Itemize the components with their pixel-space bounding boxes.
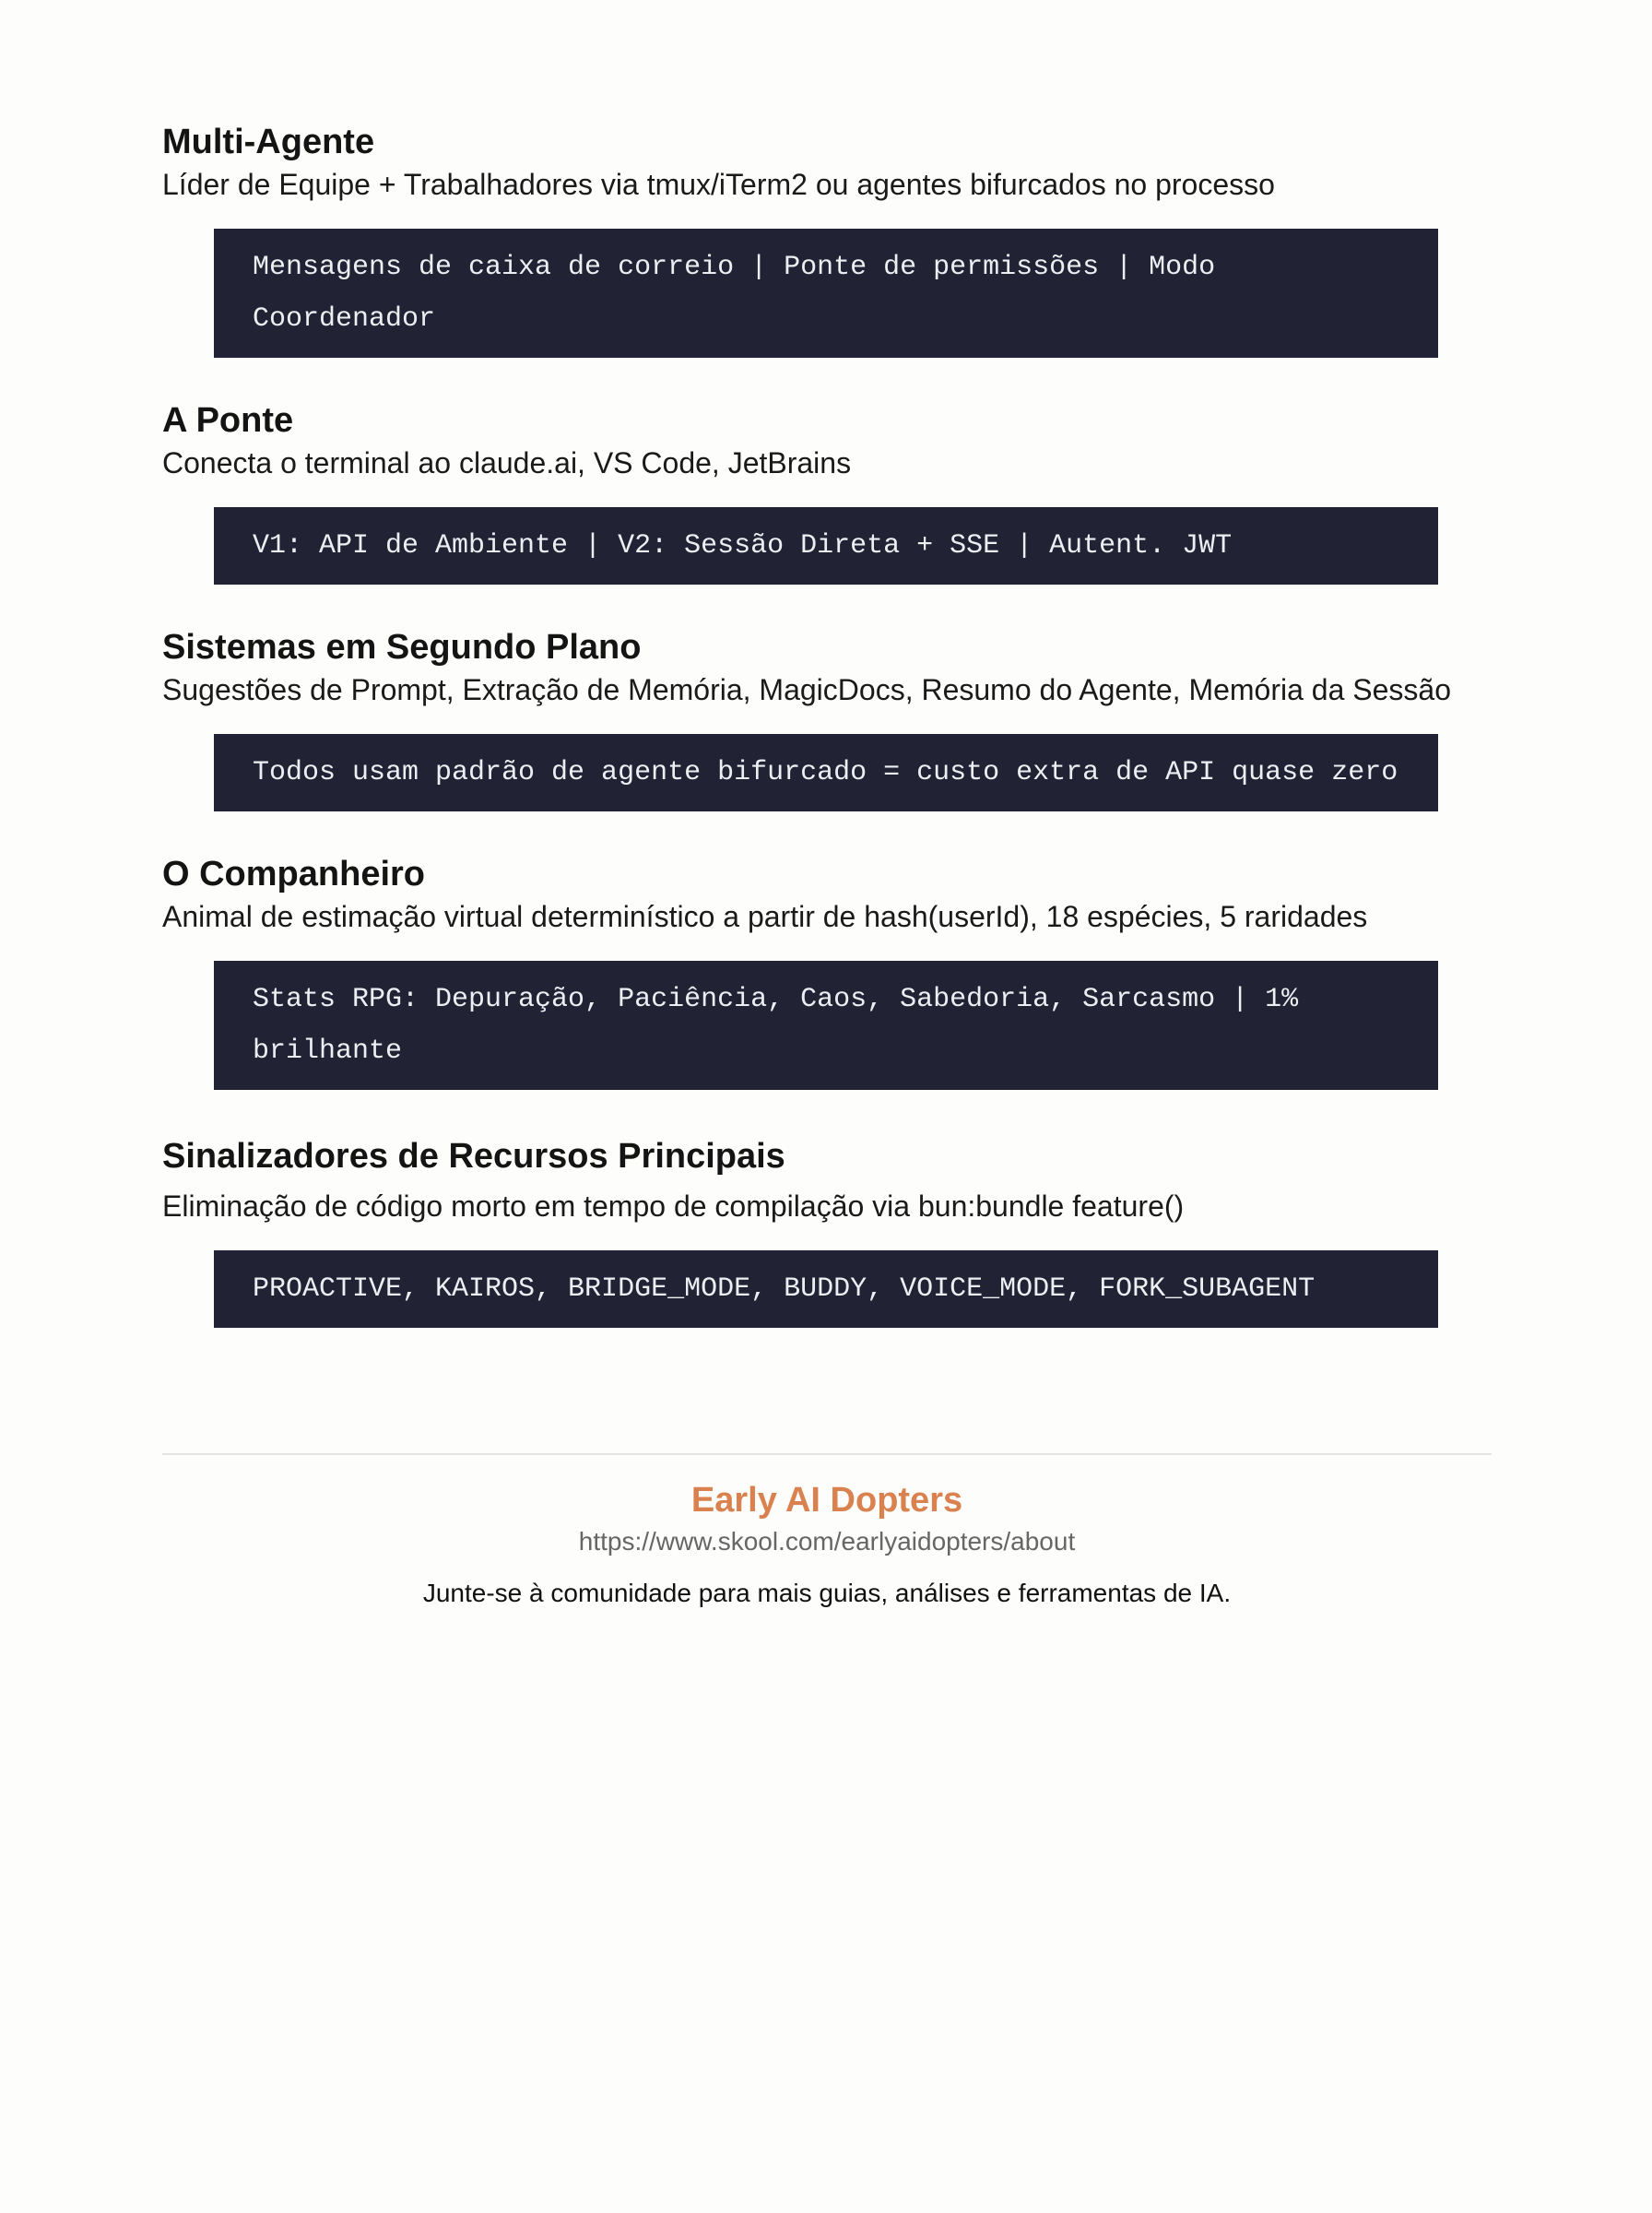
code-block: Stats RPG: Depuração, Paciência, Caos, Sabedoria, Sarcasmo | 1% brilhante: [214, 961, 1438, 1090]
section-description: Conecta o terminal ao claude.ai, VS Code, JetBrains: [162, 446, 852, 479]
section-o-companheiro: [162, 852, 1492, 1090]
code-block: PROACTIVE, KAIROS, BRIDGE_MODE, BUDDY, VOICE_MODE, FORK_SUBAGENT: [214, 1250, 1438, 1328]
footer-divider: [162, 1453, 1492, 1455]
section-title: Sistemas em Segundo Plano: [162, 628, 642, 667]
code-block: V1: API de Ambiente | V2: Sessão Direta + SSE | Autent. JWT: [214, 507, 1438, 585]
section-a-ponte: [162, 398, 1492, 585]
section-title: O Companheiro: [162, 855, 426, 893]
section-description: Líder de Equipe + Trabalhadores via tmux/iTerm2 ou agentes bifurcados no processo: [162, 168, 1275, 201]
section-multi-agente: [162, 120, 1492, 358]
footer-cta: Junte-se à comunidade para mais guias, análises e ferramentas de IA.: [422, 1579, 1232, 1607]
section-description: Eliminação de código morto em tempo de compilação via bun:bundle feature(): [162, 1189, 1185, 1223]
section-title: A Ponte: [162, 401, 294, 440]
code-block: Todos usam padrão de agente bifurcado = custo extra de API quase zero: [214, 734, 1438, 811]
section-title: Multi-Agente: [162, 123, 375, 161]
section-description: Animal de estimação virtual determinístico a partir de hash(userId), 18 espécies, 5 raridades: [162, 900, 1368, 933]
code-block: Mensagens de caixa de correio | Ponte de permissões | Modo Coordenador: [214, 229, 1438, 358]
section-sinalizadores-recursos: [162, 1134, 1492, 1328]
footer: [162, 1477, 1492, 1612]
section-description: Sugestões de Prompt, Extração de Memória, MagicDocs, Resumo do Agente, Memória da Sessão: [162, 673, 1452, 706]
footer-brand: Early AI Dopters: [690, 1481, 963, 1520]
section-title: Sinalizadores de Recursos Principais: [162, 1137, 785, 1176]
document-content: [162, 120, 1492, 1328]
footer-url-link[interactable]: https://www.skool.com/earlyaidopters/about: [578, 1527, 1076, 1556]
section-sistemas-segundo-plano: [162, 625, 1492, 811]
